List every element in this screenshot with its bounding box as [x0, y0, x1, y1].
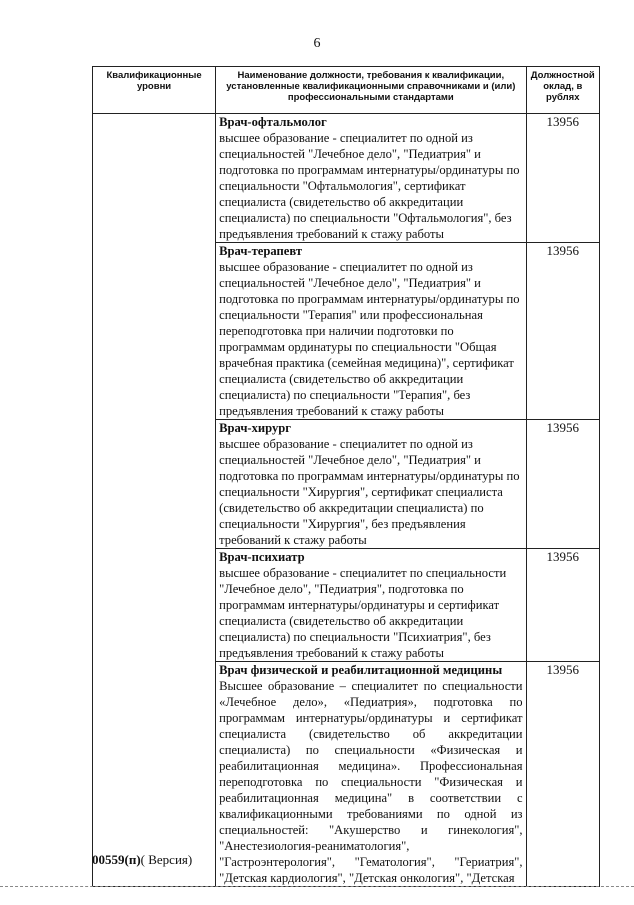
position-requirements: высшее образование - специалитет по одной из специальностей "Лечебное дело", "Педиатрия" и подготовка по программам интернатуры/ординатуры по специальности "Офтальмология", сертификат специалиста (свидетельство об аккредитации специалиста) по специальности "Офтальмология", без предъявления требований к стажу работы [219, 131, 520, 241]
salary-value: 13956 [526, 243, 599, 420]
position-requirements: высшее образование - специалитет по одной из специальностей "Лечебное дело", "Педиатрия" и подготовка по программам интернатуры/ординатуры по специальности "Хирургия", сертификат специалиста (свидетельство об аккредитации специалиста) по специальности "Хирургия", без предъявления требований к стажу работы [219, 437, 520, 547]
position-requirements: Высшее образование – специалитет по специальности «Лечебное дело», «Педиатрия», подготовка по программам интернатуры/ординатуры и сертификат специалиста (свидетельство об аккредитации специалиста) по специальности «Физическая и реабилитационная медицина». Профессиональная переподготовка по специальности "Физическая и реабилитационная медицина" в соответствии с квалификационными требованиями по одной из специальностей: "Акушерство и гинекология", "Анестезиология-реаниматология", "Гастроэнтерология", "Гематология", "Гериатрия", "Детская кардиология", "Детская онкология", "Детская [219, 679, 523, 885]
document-code [92, 852, 192, 868]
salary-value: 13956 [526, 420, 599, 549]
document-version: ( Версия) [140, 852, 193, 867]
position-description [216, 243, 526, 420]
position-title: Врач-психиатр [219, 550, 305, 564]
position-description [216, 549, 526, 662]
document-code-number: 00559(п) [92, 852, 141, 867]
position-requirements: высшее образование - специалитет по одной из специальностей "Лечебное дело", "Педиатрия" и подготовка по программам интернатуры/ординатуры по специальности "Терапия" или профессиональная переподготовка при наличии подготовки по программам ординатуры по специальности "Общая врачебная практика (семейная медицина)", сертификат специалиста (свидетельство об аккредитации специалиста) по специальности "Терапия", без предъявления требований к стажу работы [219, 260, 520, 418]
qualification-table [92, 66, 600, 887]
table-row [93, 114, 600, 243]
position-title: Врач-терапевт [219, 244, 303, 258]
position-description [216, 420, 526, 549]
level-cell [93, 114, 216, 887]
position-description [216, 114, 526, 243]
position-title: Врач-офтальмолог [219, 115, 327, 129]
scan-artifact-line [0, 886, 634, 888]
salary-value: 13956 [526, 549, 599, 662]
position-title: Врач-хирург [219, 421, 292, 435]
header-description: Наименование должности, требования к квалификации, установленные квалификационными справочниками и (или) профессиональными стандартами [216, 67, 526, 114]
salary-value: 13956 [526, 114, 599, 243]
position-description [216, 662, 526, 887]
header-salary: Должностной оклад, в рублях [526, 67, 599, 114]
header-level: Квалификационные уровни [93, 67, 216, 114]
salary-value: 13956 [526, 662, 599, 887]
position-title: Врач физической и реабилитационной медицины [219, 663, 503, 677]
position-requirements: высшее образование - специалитет по специальности "Лечебное дело", "Педиатрия", подготовка по программам интернатуры/ординатуры и сертификат специалиста (свидетельство об аккредитации специалиста) по специальности "Психиатрия", без предъявления требований к стажу работы [219, 566, 507, 660]
table-header-row [93, 67, 600, 114]
page-number: 6 [313, 36, 321, 51]
